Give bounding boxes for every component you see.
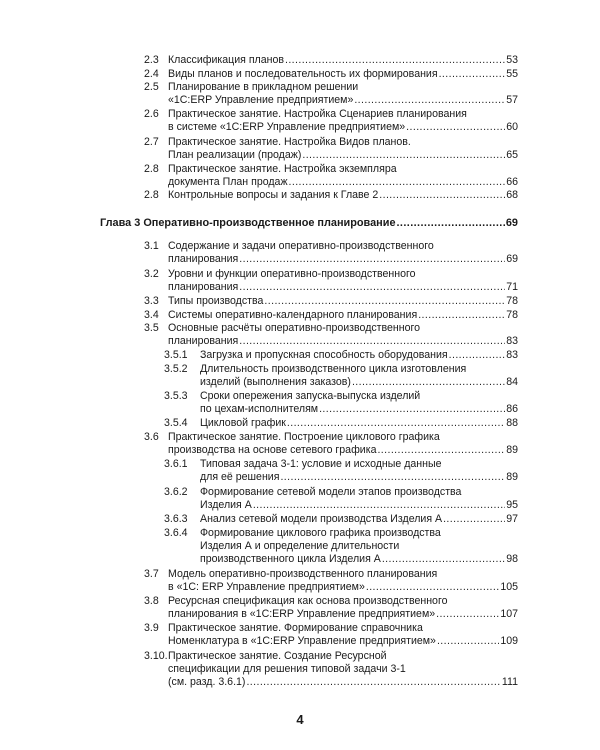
toc-entry-last-line [168,176,518,189]
toc-entry-last-line [168,253,518,266]
toc-entry-last-line [200,349,518,362]
toc-entry-page: 89 [506,444,518,457]
toc-entry-title [168,568,518,594]
dot-leader [352,376,505,389]
toc-entry-line: планирования [168,253,239,266]
toc-entry-title [200,486,518,512]
toc-entry-number: 2.7 [144,136,159,148]
toc-entry-page: 83 [506,335,518,348]
toc-entry-last-line [168,149,518,162]
toc-entry-number: 3.6.4 [164,527,188,539]
toc-entry-page: 95 [506,499,518,512]
toc-entry-title [168,295,518,308]
dot-leader [253,499,505,512]
toc-entry-line: Ресурсная спецификация как основа производственного [168,595,448,607]
toc-entry-page: 71 [506,281,518,294]
toc-entry-line: планирования [168,335,239,348]
toc-entry-title [168,622,518,648]
dot-leader [239,281,505,294]
toc-entry-line: в системе «1С:ERP Управление предприятием» [168,121,406,134]
toc-entry-page: 66 [506,176,518,189]
toc-entry-line: Сроки опережения запуска-выпуска изделий [200,390,421,402]
toc-entry-line: Основные расчёты оперативно-производственного [168,322,421,334]
toc-entry-line: Формирование сетевой модели этапов производства [200,486,462,498]
toc-entry-line: производства на основе сетевого графика [168,444,377,457]
toc-entry-line: Практическое занятие. Настройка Сценариев планирования [168,108,467,120]
dot-leader [439,68,506,81]
toc-entry-line: Формирование циклового графика производства [200,527,441,539]
toc-entry-line: в «1С: ERP Управление предприятием» [168,581,365,594]
toc-entry-line: Планирование в прикладном решении [168,81,359,93]
toc-entry-line: Уровни и функции оперативно-производственного [168,268,416,280]
toc-entry-page: 69 [505,217,518,229]
dot-leader [397,217,505,230]
toc-entry-last-line [168,68,518,81]
dot-leader [319,403,505,416]
toc-entry-line: Загрузка и пропускная способность оборудования [200,349,448,361]
toc-entry-number: 2.3 [144,54,159,66]
toc-entry-last-line [200,417,518,430]
toc-entry-last-line [100,217,518,230]
page-number: 4 [296,712,304,727]
toc-entry-page: 57 [506,94,518,107]
toc-entry-last-line [168,189,518,202]
toc-entry-line: Классификация планов [168,54,284,66]
toc-entry-line: спецификации для решения типовой задачи 3-1 [168,663,406,676]
toc-entry-number: 3.6 [144,431,159,443]
toc-entry-title [168,54,518,67]
toc-entry-number: 3.3 [144,295,159,307]
dot-leader [418,309,505,322]
toc-entry-line: Практическое занятие. Настройка Видов планов. [168,136,411,148]
toc-entry-number: 3.6.3 [164,513,188,525]
dot-leader [280,471,505,484]
toc-entry-page: 109 [500,635,518,648]
dot-leader [239,253,505,266]
dot-leader [366,581,499,594]
toc-entry-title [168,268,518,294]
dot-leader [354,94,505,107]
toc-entry-title [168,108,518,134]
toc-entry-line: Глава 3 Оперативно-производственное планирование [100,217,396,229]
toc-entry-line: производственного цикла Изделия А [200,553,381,566]
dot-leader [239,335,505,348]
toc-entry-number: 3.4 [144,309,159,321]
toc-entry-last-line [168,444,518,457]
toc-entry-page: 105 [500,581,518,594]
toc-entry-line: Изделия А и определение длительности [200,540,400,553]
toc-entry-number: 3.1 [144,240,159,252]
toc-entry-title [168,68,518,81]
toc-entry-page: 111 [501,676,518,689]
toc-entry-number: 3.10. [144,650,168,662]
dot-leader [437,635,499,648]
toc-entry-last-line [200,376,518,389]
toc-entry-line: (см. разд. 3.6.1) [168,676,246,689]
toc-entry-page: 78 [506,295,518,307]
toc-entry-number: 2.8 [144,189,159,201]
toc-entry-line: Длительность производственного цикла изготовления [200,363,467,375]
toc-entry-line: Типовая задача 3-1: условие и исходные данные [200,458,442,470]
toc-entry-line: «1С:ERP Управление предприятием» [168,94,354,107]
toc-entry-line: Контрольные вопросы и задания к Главе 2 [168,189,379,201]
dot-leader [377,444,505,457]
toc-entry-last-line [168,295,518,308]
dot-leader [285,54,505,67]
toc-entry-page: 107 [500,608,518,621]
toc-entry-title [168,322,518,348]
dot-leader [289,176,506,189]
dot-leader [382,553,505,566]
toc-entry-last-line [168,94,518,107]
toc-entry-last-line [168,581,518,594]
toc-entry-page: 53 [506,54,518,66]
toc-entry-number: 3.8 [144,595,159,607]
toc-entry-page: 78 [506,309,518,321]
toc-entry-last-line [168,121,518,134]
toc-entry-title [168,240,518,266]
toc-entry-page: 83 [506,349,518,361]
toc-entry-line: Типы производства [168,295,264,307]
toc-entry-number: 3.9 [144,622,159,634]
toc-entry-last-line [168,676,518,689]
dot-leader [287,417,505,430]
toc-entry-number: 3.6.1 [164,458,188,470]
toc-entry-page: 55 [506,68,518,80]
toc-entry-last-line [168,335,518,348]
dot-leader [449,349,506,362]
toc-entry-line: планирования в «1С:ERP Управление предприятием» [168,608,436,621]
dot-leader [264,295,505,308]
toc-entry-line: План реализации (продаж) [168,149,302,162]
toc-entry-number: 3.5.2 [164,363,188,375]
toc-entry-title [168,189,518,202]
toc-entry-line: Практическое занятие. Построение циклового графика [168,431,440,443]
toc-entry-title [168,309,518,322]
toc-entry-line: Номенклатура в «1С:ERP Управление предприятием» [168,635,436,648]
toc-entry-title [168,431,518,457]
toc-entry-page: 97 [506,513,518,525]
dot-leader [379,189,505,202]
toc-entry-last-line [168,281,518,294]
toc-entry-line: Анализ сетевой модели производства Изделия А [200,513,443,525]
toc-entry-line: Практическое занятие. Настройка экземпляра [168,163,397,175]
toc-entry-number: 2.8 [144,163,159,175]
toc-entry-number: 2.4 [144,68,159,80]
toc-entry-page: 88 [506,417,518,429]
toc-entry-number: 3.5 [144,322,159,334]
dot-leader [406,121,505,134]
toc-entry-number: 2.6 [144,108,159,120]
toc-entry-line: Системы оперативно-календарного планирования [168,309,418,321]
dot-leader [443,513,505,526]
toc-entry-title [200,458,518,484]
toc-entry-title [200,417,518,430]
toc-entry-line: для её решения [200,471,280,484]
dot-leader [436,608,499,621]
toc-entry-title [200,527,518,567]
toc-entry-line: по цехам-исполнителям [200,403,319,416]
toc-entry-title [200,390,518,416]
toc-entry-last-line [168,608,518,621]
toc-entry-line: Виды планов и последовательность их формирования [168,68,438,80]
toc-entry-line: Изделия А [200,499,252,512]
toc-entry-last-line [168,635,518,648]
toc-entry-title [200,349,518,362]
toc-entry-title [168,650,518,690]
dot-leader [246,676,500,689]
toc-entry-page: 68 [506,189,518,201]
toc-entry-page: 65 [506,149,518,162]
toc-entry-line: Практическое занятие. Создание Ресурсной [168,650,387,662]
toc-entry-title [168,81,518,107]
toc-entry-page: 98 [506,553,518,566]
toc-entry-number: 3.5.3 [164,390,188,402]
toc-entry-last-line [200,513,518,526]
toc-entry-number: 2.5 [144,81,159,93]
toc-entry-number: 3.2 [144,268,159,280]
toc-entry-line: Цикловой график [200,417,286,429]
toc-entry-page: 60 [506,121,518,134]
toc-entry-title [168,595,518,621]
toc-entry-number: 3.5.4 [164,417,188,429]
toc-entry-line: Практическое занятие. Формирование справочника [168,622,423,634]
toc-entry-line: документа План продаж [168,176,288,189]
toc-entry-page: 84 [506,376,518,389]
toc-entry-title [168,136,518,162]
toc-entry-line: Модель оперативно-производственного планирования [168,568,438,580]
toc-entry-last-line [200,499,518,512]
dot-leader [302,149,505,162]
toc-entry-last-line [200,403,518,416]
toc-entry-line: планирования [168,281,239,294]
toc-entry-last-line [200,553,518,566]
toc-entry-last-line [168,309,518,322]
toc-entry-line: изделий (выполнения заказов) [200,376,351,389]
toc-entry-title [200,363,518,389]
toc-entry-title [100,217,518,230]
toc-entry-number: 3.7 [144,568,159,580]
toc-entry-number: 3.6.2 [164,486,188,498]
toc-entry-page: 86 [506,403,518,416]
toc-entry-last-line [200,471,518,484]
toc-entry-title [200,513,518,526]
toc-entry-title [168,163,518,189]
toc-entry-line: Содержание и задачи оперативно-производственного [168,240,434,252]
toc-entry-page: 89 [506,471,518,484]
toc-entry-last-line [168,54,518,67]
toc-entry-number: 3.5.1 [164,349,188,361]
toc-entry-page: 69 [506,253,518,266]
